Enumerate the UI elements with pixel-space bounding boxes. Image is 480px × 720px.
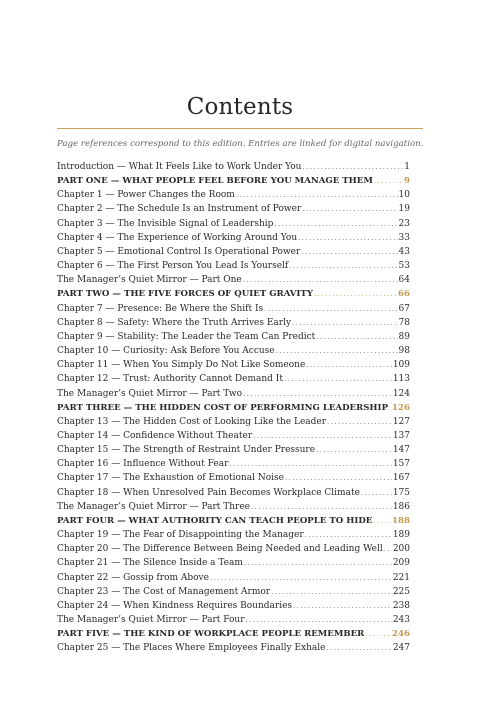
toc-page-number: 113 <box>392 374 410 385</box>
dot-leader <box>251 500 392 514</box>
toc-entry[interactable] <box>57 471 410 485</box>
toc-entry[interactable] <box>57 231 410 245</box>
toc-page-number: 19 <box>398 204 410 215</box>
toc-page-number: 126 <box>392 402 410 413</box>
toc-page-number: 200 <box>392 544 410 555</box>
toc-page-number: 67 <box>398 303 410 314</box>
toc-page-number: 53 <box>398 261 410 272</box>
toc-page-number: 109 <box>392 360 410 371</box>
dot-leader <box>326 641 391 655</box>
dot-leader <box>292 316 397 330</box>
dot-leader <box>306 358 392 372</box>
toc-entry[interactable] <box>57 641 410 655</box>
toc-entry-title: The Manager’s Quiet Mirror — Part One <box>57 275 242 286</box>
toc-entry-title: The Manager’s Quiet Mirror — Part Two <box>57 388 243 399</box>
toc-entry-title: Chapter 16 — Influence Without Fear <box>57 459 229 470</box>
toc-entry[interactable] <box>57 273 410 287</box>
toc-entry-title: The Manager’s Quiet Mirror — Part Four <box>57 615 245 625</box>
toc-entry-title: Chapter 20 — The Difference Between Being Needed and Leading Well <box>57 544 383 555</box>
dot-leader <box>327 415 392 429</box>
toc-entry[interactable] <box>57 613 410 627</box>
toc-entry[interactable] <box>57 217 410 231</box>
toc-entry[interactable] <box>57 160 410 174</box>
dot-leader <box>246 613 392 627</box>
dot-leader <box>271 585 392 599</box>
toc-page-number: 137 <box>392 430 410 441</box>
edition-note: Page references correspond to this edition. Entries are linked for digital navigation. <box>57 139 424 149</box>
toc-page-number: 89 <box>398 331 410 342</box>
toc-entry-title: Chapter 25 — The Places Where Employees Finally Exhale <box>57 643 326 654</box>
dot-leader <box>314 287 397 301</box>
toc-entry[interactable] <box>57 429 410 443</box>
dot-leader <box>361 486 392 500</box>
dot-leader <box>243 387 392 401</box>
toc-part-heading[interactable] <box>57 514 410 528</box>
toc-entry-title: PART FOUR — WHAT AUTHORITY CAN TEACH PEOPLE TO HIDE <box>57 515 373 526</box>
toc-entry-title: The Manager’s Quiet Mirror — Part Three <box>57 501 251 512</box>
toc-entry-title: Chapter 24 — When Kindness Requires Boundaries <box>57 600 293 611</box>
toc-entry[interactable] <box>57 599 410 613</box>
toc-entry-title: Chapter 12 — Trust: Authority Cannot Demand It <box>57 374 283 385</box>
toc-entry[interactable] <box>57 528 410 542</box>
toc-page-number: 167 <box>392 473 410 484</box>
dot-leader <box>274 217 397 231</box>
toc-entry[interactable] <box>57 387 410 401</box>
toc-entry-title: Chapter 18 — When Unresolved Pain Becomes Workplace Climate <box>57 487 360 498</box>
dot-leader <box>374 174 403 188</box>
toc-page-number: 10 <box>398 190 410 201</box>
toc-page-number: 188 <box>392 515 410 526</box>
toc-entry[interactable] <box>57 486 410 500</box>
toc-entry[interactable] <box>57 358 410 372</box>
dot-leader <box>305 528 392 542</box>
toc-entry[interactable] <box>57 457 410 471</box>
dot-leader <box>229 457 391 471</box>
toc-page-number: 189 <box>392 530 410 541</box>
toc-entry[interactable] <box>57 585 410 599</box>
toc-entry[interactable] <box>57 556 410 570</box>
page-title: Contents <box>186 94 294 120</box>
toc-entry-title: Introduction — What It Feels Like to Work Under You <box>57 162 302 172</box>
toc-page-number: 43 <box>398 246 410 257</box>
toc-entry[interactable] <box>57 259 410 273</box>
dot-leader <box>244 556 392 570</box>
dot-leader <box>276 344 398 358</box>
toc-part-heading[interactable] <box>57 401 410 415</box>
toc-entry[interactable] <box>57 443 410 457</box>
dot-leader <box>285 471 392 485</box>
toc-page-number: 209 <box>392 558 410 569</box>
dot-leader <box>316 443 392 457</box>
toc-page-number: 238 <box>392 600 410 611</box>
toc-page-number: 124 <box>392 388 410 399</box>
toc-page-number: 247 <box>392 643 410 654</box>
toc-entry-title: PART FIVE — THE KIND OF WORKPLACE PEOPLE REMEMBER <box>57 629 365 640</box>
toc-entry-title: Chapter 3 — The Invisible Signal of Leadership <box>57 218 274 229</box>
toc-page-number: 1 <box>404 162 410 172</box>
toc-entry-title: Chapter 9 — Stability: The Leader the Team Can Predict <box>57 331 316 342</box>
dot-leader <box>264 302 397 316</box>
toc-entry-title: Chapter 6 — The First Person You Lead Is Yourself <box>57 261 289 272</box>
toc-page-number: 33 <box>398 232 410 243</box>
toc-page-number: 225 <box>392 586 410 597</box>
dot-leader <box>236 188 398 202</box>
dot-leader <box>298 231 397 245</box>
toc-page-number: 243 <box>392 615 410 625</box>
dot-leader <box>243 273 398 287</box>
toc-entry[interactable] <box>57 415 410 429</box>
toc-page-number: 23 <box>398 218 410 229</box>
toc-page-number: 127 <box>392 416 410 427</box>
toc-entry[interactable] <box>57 202 410 216</box>
toc-page-number: 64 <box>398 275 410 286</box>
dot-leader <box>301 245 397 259</box>
toc-entry-title: Chapter 7 — Presence: Be Where the Shift Is <box>57 303 264 314</box>
toc-list <box>57 160 410 655</box>
toc-part-heading[interactable] <box>57 287 410 301</box>
dot-leader <box>210 571 392 585</box>
toc-entry-title: Chapter 19 — The Fear of Disappointing the Manager <box>57 530 304 541</box>
toc-entry[interactable] <box>57 330 410 344</box>
toc-entry-title: Chapter 13 — The Hidden Cost of Looking Like the Leader <box>57 416 327 427</box>
dot-leader <box>293 599 392 613</box>
toc-page-number: 78 <box>398 317 410 328</box>
toc-page-number: 98 <box>398 346 410 357</box>
toc-entry-title: Chapter 11 — When You Simply Do Not Like Someone <box>57 360 306 371</box>
dot-leader <box>289 259 397 273</box>
toc-entry-title: Chapter 5 — Emotional Control Is Operational Power <box>57 246 301 257</box>
dot-leader <box>302 160 403 174</box>
toc-page-number: 147 <box>392 445 410 456</box>
title-divider <box>57 128 423 129</box>
dot-leader <box>316 330 397 344</box>
toc-entry-title: Chapter 23 — The Cost of Management Armor <box>57 586 271 597</box>
dot-leader <box>365 627 391 641</box>
toc-entry-title: Chapter 15 — The Strength of Restraint Under Pressure <box>57 445 316 456</box>
toc-entry-title: Chapter 21 — The Silence Inside a Team <box>57 558 243 569</box>
toc-entry[interactable] <box>57 344 410 358</box>
toc-page-number: 9 <box>404 176 410 187</box>
toc-entry-title: PART TWO — THE FIVE FORCES OF QUIET GRAVITY <box>57 289 313 300</box>
dot-leader <box>384 542 392 556</box>
dot-leader <box>302 202 397 216</box>
toc-entry-title: Chapter 10 — Curiosity: Ask Before You Accuse <box>57 346 275 357</box>
toc-page-number: 186 <box>392 501 410 512</box>
toc-page-number: 246 <box>392 629 410 640</box>
toc-entry-title: Chapter 1 — Power Changes the Room <box>57 190 235 201</box>
dot-leader <box>389 401 391 415</box>
toc-entry[interactable] <box>57 302 410 316</box>
toc-entry-title: PART ONE — WHAT PEOPLE FEEL BEFORE YOU MANAGE THEM <box>57 176 373 187</box>
toc-page-number: 175 <box>392 487 410 498</box>
toc-entry-title: Chapter 4 — The Experience of Working Around You <box>57 232 298 243</box>
toc-page-number: 221 <box>392 572 410 583</box>
dot-leader <box>284 372 392 386</box>
toc-page-number: 157 <box>392 459 410 470</box>
toc-entry-title: Chapter 22 — Gossip from Above <box>57 572 209 583</box>
toc-entry[interactable] <box>57 316 410 330</box>
toc-entry-title: Chapter 2 — The Schedule Is an Instrument of Power <box>57 204 302 215</box>
toc-entry-title: PART THREE — THE HIDDEN COST OF PERFORMING LEADERSHIP <box>57 402 389 413</box>
dot-leader <box>253 429 392 443</box>
toc-page-number: 66 <box>398 289 410 300</box>
toc-entry-title: Chapter 17 — The Exhaustion of Emotional Noise <box>57 473 284 484</box>
dot-leader <box>373 514 391 528</box>
toc-entry[interactable] <box>57 372 410 386</box>
toc-entry[interactable] <box>57 571 410 585</box>
toc-entry-title: Chapter 14 — Confidence Without Theater <box>57 430 253 441</box>
toc-entry[interactable] <box>57 188 410 202</box>
toc-entry[interactable] <box>57 500 410 514</box>
toc-entry[interactable] <box>57 245 410 259</box>
toc-entry[interactable] <box>57 542 410 556</box>
toc-part-heading[interactable] <box>57 627 410 641</box>
toc-entry-title: Chapter 8 — Safety: Where the Truth Arrives Early <box>57 317 292 328</box>
toc-part-heading[interactable] <box>57 174 410 188</box>
